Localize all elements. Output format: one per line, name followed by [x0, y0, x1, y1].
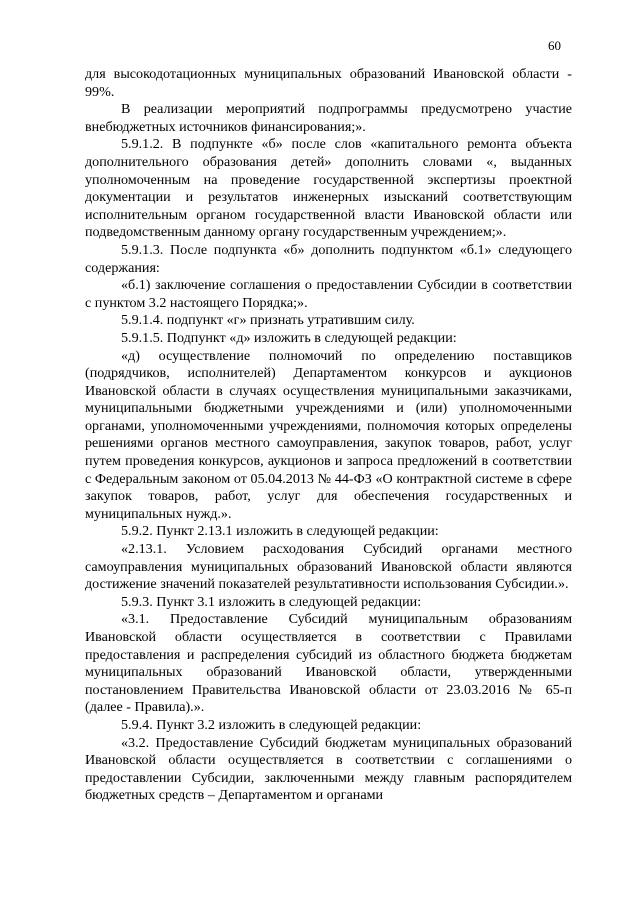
- paragraph: 5.9.1.5. Подпункт «д» изложить в следующей редакции:: [121, 329, 457, 346]
- paragraph: 5.9.4. Пункт 3.2 изложить в следующей редакции:: [121, 716, 422, 733]
- paragraph: 5.9.1.3. После подпункта «б» дополнить подпунктом «б.1» следующего содержания:: [85, 241, 572, 276]
- paragraph: «3.1. Предоставление Субсидий муниципальным образованиям Ивановской области осуществляется в соответствии с Правилами предоставления и распределения субсидий из областного бюджета бюджетам муниципальных образований Ивановской области, утвержденными постановлением Правительства Ивановской области от 23.03.2016 № 65-п (далее - Правила).».: [85, 611, 572, 716]
- paragraph: 5.9.1.2. В подпункте «б» после слов «капитального ремонта объекта дополнительного образования детей» дополнить словами «, выданных уполномоченным на проведение государственной экспертизы проектной документации и результатов инженерных изысканий соответствующим исполнительным органом государственной власти Ивановской области или подведомственным данному органу государственным учреждением;».: [85, 136, 572, 241]
- document-body: [85, 66, 572, 805]
- paragraph: «д) осуществление полномочий по определению поставщиков (подрядчиков, исполнителей) Департаментом конкурсов и аукционов Ивановской области в случаях осуществления муниципальными заказчиками, муниципальными бюджетными учреждениями и (или) уполномоченными органами, уполномоченными учреждениями, полномочия которых определены решениями органов местного самоуправления, закупок товаров, работ, услуг путем проведения конкурсов, аукционов и запроса предложений в соответствии с Федеральным законом от 05.04.2013 № 44-ФЗ «О контрактной системе в сфере закупок товаров, работ, услуг для обеспечения государственных и муниципальных нужд.».: [85, 347, 572, 522]
- paragraph: В реализации мероприятий подпрограммы предусмотрено участие внебюджетных источников финансирования;».: [85, 101, 572, 135]
- paragraph: «б.1) заключение соглашения о предоставлении Субсидии в соответствии с пунктом 3.2 настоящего Порядка;».: [85, 277, 572, 311]
- paragraph: «3.2. Предоставление Субсидий бюджетам муниципальных образований Ивановской области осуществляется в соответствии с соглашениями о предоставлении Субсидии, заключенными между главным распорядителем бюджетных средств – Департаментом и органами: [85, 734, 572, 804]
- paragraph: для высокодотационных муниципальных образований Ивановской области - 99%.: [85, 66, 572, 100]
- paragraph: 5.9.3. Пункт 3.1 изложить в следующей редакции:: [121, 593, 422, 610]
- page-number: 60: [548, 38, 561, 53]
- paragraph: «2.13.1. Условием расходования Субсидий органами местного самоуправления муниципальных образований Ивановской области являются достижение значений показателей результативности использования Субсидии.».: [85, 541, 572, 593]
- paragraph: 5.9.1.4. подпункт «г» признать утратившим силу.: [121, 312, 415, 329]
- paragraph: 5.9.2. Пункт 2.13.1 изложить в следующей редакции:: [121, 523, 439, 540]
